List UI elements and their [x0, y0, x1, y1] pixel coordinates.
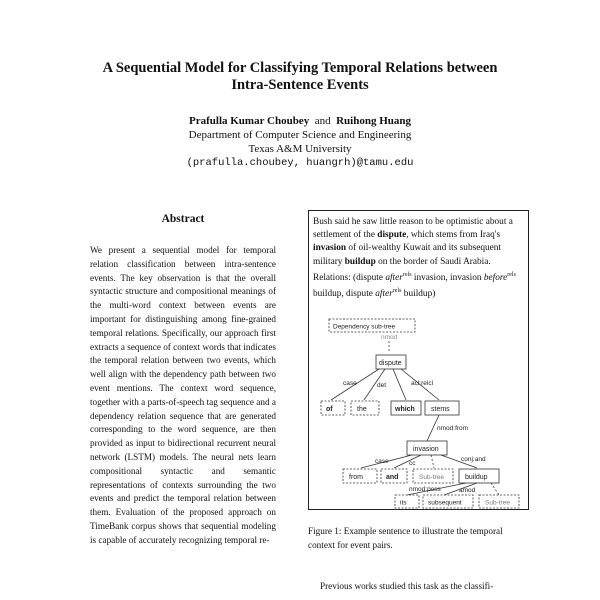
label-nmod-top: nmod: [381, 334, 398, 341]
author-block: [0, 114, 600, 170]
body-paragraph: Previous works studied this task as the classifi-: [320, 581, 494, 591]
relation-before: before: [483, 272, 508, 283]
node-buildup: buildup: [465, 474, 488, 481]
author-names: [0, 114, 600, 128]
university: Texas A&M University: [248, 143, 352, 155]
abstract-body: [90, 244, 276, 548]
event-dispute: dispute: [377, 230, 407, 241]
node-its: its: [400, 499, 407, 507]
label-case: case: [343, 380, 357, 387]
abstract-heading: Abstract: [161, 213, 205, 225]
label-conj-and: conj:and: [461, 456, 486, 463]
node-from: from: [349, 474, 363, 481]
relation-after-1: after: [385, 272, 403, 283]
relations-mid-2: buildup, dispute: [313, 289, 376, 300]
title-line-2: Intra-Sentence Events: [231, 77, 369, 93]
label-case2: case: [375, 458, 389, 465]
author-2: Ruihong Huang: [336, 115, 411, 127]
event-buildup: buildup: [344, 256, 376, 267]
relations-mid-1: invasion, invasion: [411, 272, 484, 283]
edge-cc: [394, 455, 421, 468]
affiliation: Department of Computer Science and Engineering: [188, 129, 412, 141]
node-of: of: [326, 406, 333, 413]
figure-box: [308, 210, 529, 510]
figure-caption: Figure 1: Example sentence to illustrate the temporal context for event pairs.: [308, 526, 503, 550]
sentence-text-4: on the border of Saudi Arabia.: [375, 256, 491, 267]
node-stems: stems: [431, 406, 450, 413]
abstract-text: We present a sequential model for temporal relation classification between intra-sentence events. The key observation is that the overall syntactic structure and compositional meanings of the multi-word context between events are important for distinguishing among fine-grained temporal relations. Specifically, our approach first extracts a sequence of context words that indicates the temporal relation between two events, which well align with the dependency path between two event mentions. The context word sequence, together with a parts-of-speech tag sequence and a dependency relation sequence that are generated corresponding to the word sequence, are then provided as input to bidirectional recurrent neural network (LSTM) models. The neural nets learn compositional syntactic and semantic representations of contexts surrounding the two events and predict the temporal relation between them. Evaluation of the proposed approach on TimeBank corpus shows that sequential modeling is capable of accurately recognizing temporal re-: [90, 245, 276, 545]
relation-sup-1: rels: [402, 271, 412, 278]
node-and: and: [386, 474, 399, 481]
title-line-1: A Sequential Model for Classifying Temporal Relations between: [102, 60, 498, 76]
sentence-text-1: Bush said he saw little reason to be optimistic about a settlement of the: [313, 217, 513, 241]
relations-end: buildup): [401, 289, 436, 300]
label-cc: cc: [409, 460, 416, 467]
relations-label: Relations: (dispute: [313, 272, 386, 283]
relation-after-2: after: [375, 289, 393, 300]
event-invasion: invasion: [313, 243, 347, 254]
node-box-its: [395, 495, 419, 508]
label-amod: amod: [459, 487, 476, 494]
label-nmod-from: nmod:from: [437, 425, 469, 432]
label-det: det: [377, 382, 387, 389]
edge-subtree2: [491, 483, 499, 495]
example-sentence: [313, 216, 524, 301]
node-dispute: dispute: [379, 360, 402, 367]
node-invasion: invasion: [413, 446, 439, 453]
relation-sup-2: rels: [507, 271, 516, 278]
node-subsequent: subsequent: [428, 499, 462, 507]
author-and: and: [314, 115, 331, 127]
legend-label: Dependency sub-tree: [333, 323, 396, 331]
sentence-text-3: of oil-wealthy Kuwait and its subsequent military: [313, 243, 501, 267]
edge-subtree1: [431, 455, 434, 468]
paper-title: [0, 60, 600, 94]
label-nmod-poss: nmod:poss: [409, 486, 441, 493]
node-the: the: [357, 406, 367, 413]
node-subtree2: Sub-tree: [485, 499, 510, 507]
node-which: which: [395, 406, 415, 413]
label-acl-relcl: acl:relcl: [411, 380, 434, 387]
author-email: (prafulla.choubey, huangrh)@tamu.edu: [186, 157, 414, 169]
edge-which: [393, 369, 406, 400]
dependency-tree-diagram: [309, 315, 528, 509]
node-subtree1: Sub-tree: [419, 474, 444, 481]
node-box-of: [321, 401, 345, 415]
author-1: Prafulla Kumar Choubey: [189, 115, 310, 127]
sentence-text-2: , which stems from Iraq's: [406, 230, 501, 241]
relation-sup-3: rels: [392, 288, 402, 295]
